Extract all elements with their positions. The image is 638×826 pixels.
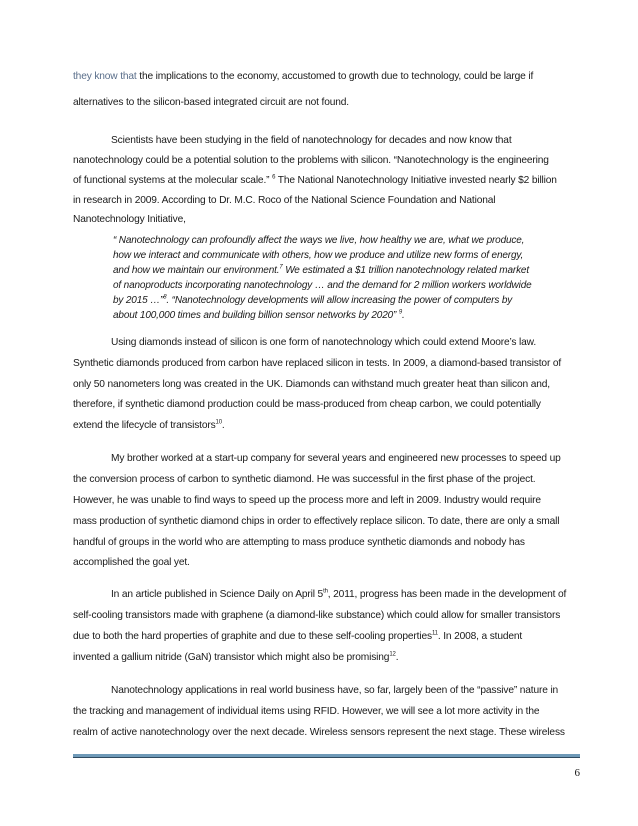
p4-line-3: However, he was unable to find ways to speed up the process more and left in 2009. Industry would require: [73, 495, 541, 506]
footnote-ref: 10: [215, 419, 222, 426]
page-number: 6: [574, 767, 580, 779]
p5-line-3: [73, 631, 522, 642]
footnote-ref: th: [323, 588, 328, 595]
body-text: [73, 0, 603, 760]
p2-line-2: nanotechnology could be a potential solution to the problems with silicon. “Nanotechnology is the engineering: [73, 155, 549, 166]
text-span: . In 2008, a student: [437, 631, 523, 642]
p4-line-4: mass production of synthetic diamond chips in order to effectively replace silicon. To date, there are only a small: [73, 516, 560, 527]
quote-line-1: “ Nanotechnology can profoundly affect the ways we live, how healthy we are, what we produce,: [113, 235, 525, 246]
text-span: . “Nanotechnology developments will allow increasing the power of computers by: [166, 295, 513, 306]
p4-line-1: My brother worked at a start-up company for several years and engineered new processes to speed up: [111, 453, 561, 464]
p3-line-5: [73, 420, 225, 431]
text-span: .: [395, 652, 399, 663]
quote-line-3: [113, 265, 529, 276]
p2-line-5: Nanotechnology Initiative,: [73, 214, 186, 225]
p2-line-4: in research in 2009. According to Dr. M.C. Roco of the National Science Foundation and National: [73, 195, 496, 206]
text-span: In an article published in Science Daily on April 5: [111, 589, 324, 600]
footnote-ref: 11: [431, 630, 438, 637]
text-span: .: [402, 310, 405, 321]
p6-line-2: the tracking and management of individual items using RFID. However, we will see a lot more activity in the: [73, 706, 540, 717]
text-span: extend the lifecycle of transistors: [73, 420, 216, 431]
quote-line-6: [113, 310, 405, 321]
text-span: , 2011, progress has been made in the development of: [327, 589, 567, 600]
footnote-ref: 12: [389, 651, 396, 658]
highlighted-text: they know that: [73, 71, 137, 82]
footnote-ref: 8: [163, 294, 167, 301]
p3-line-1: Using diamonds instead of silicon is one form of nanotechnology which could extend Moore’s law.: [111, 337, 537, 348]
quote-line-4: of nanoproducts incorporating nanotechnology … and the demand for 2 million workers worldwide: [113, 280, 532, 291]
p5-line-1: [73, 589, 566, 600]
p4-line-5: handful of groups in the world who are attempting to mass produce synthetic diamonds and nobody has: [73, 537, 525, 548]
text-span: of functional systems at the molecular scale.”: [73, 175, 273, 186]
p3-line-4: therefore, if synthetic diamond production could be mass-produced from cheap carbon, we could potentially: [73, 399, 541, 410]
text-span: about 100,000 times and building billion sensor networks by 2020”: [113, 310, 399, 321]
text-span: invented a gallium nitride (GaN) transistor which might also be promising: [73, 652, 390, 663]
quote-line-5: [113, 295, 512, 306]
p5-line-2: self-cooling transistors made with graphene (a diamond-like substance) which could allow for smaller transistors: [73, 610, 561, 621]
p6-line-1: Nanotechnology applications in real world business have, so far, largely been of the “passive” nature in: [111, 685, 559, 696]
footnote-ref: 9: [398, 309, 403, 316]
text-span: The National Nanotechnology Initiative invested nearly $2 billion: [275, 175, 557, 186]
p2-line-1: Scientists have been studying in the field of nanotechnology for decades and now know that: [111, 135, 512, 146]
text-span: the implications to the economy, accustomed to growth due to technology, could be large if: [136, 71, 534, 82]
p4-line-2: the conversion process of carbon to synthetic diamond. He was successful in the first phase of the project.: [73, 474, 536, 485]
footer-rule-shadow: [73, 757, 580, 758]
text-span: due to both the hard properties of graphite and due to these self-cooling properties: [73, 631, 432, 642]
p5-line-4: [73, 652, 398, 663]
p1-line-2: alternatives to the silicon-based integrated circuit are not found.: [73, 97, 349, 108]
p6-line-3: realm of active nanotechnology over the next decade. Wireless sensors represent the next stage. These wireless: [73, 727, 565, 738]
text-span: .: [221, 420, 225, 431]
p2-line-3: [73, 175, 557, 186]
quote-line-2: how we interact and communicate with others, how we produce and utilize new forms of energy,: [113, 250, 524, 261]
text-span: We estimated a $1 trillion nanotechnology related market: [282, 265, 529, 276]
footnote-ref: 7: [279, 264, 283, 271]
text-span: and how we maintain our environment.: [113, 265, 280, 276]
p3-line-2: Synthetic diamonds produced from carbon have replaced silicon in tests. In 2009, a diamond-based transistor of: [73, 358, 562, 369]
text-span: by 2015 …”: [113, 295, 164, 306]
p4-line-6: accomplished the goal yet.: [73, 557, 190, 568]
p3-line-3: only 50 nanometers long was created in the UK. Diamonds can withstand much greater heat than silicon and,: [73, 379, 550, 390]
p1-line-1: [73, 71, 533, 82]
footnote-ref: 6: [272, 174, 276, 181]
